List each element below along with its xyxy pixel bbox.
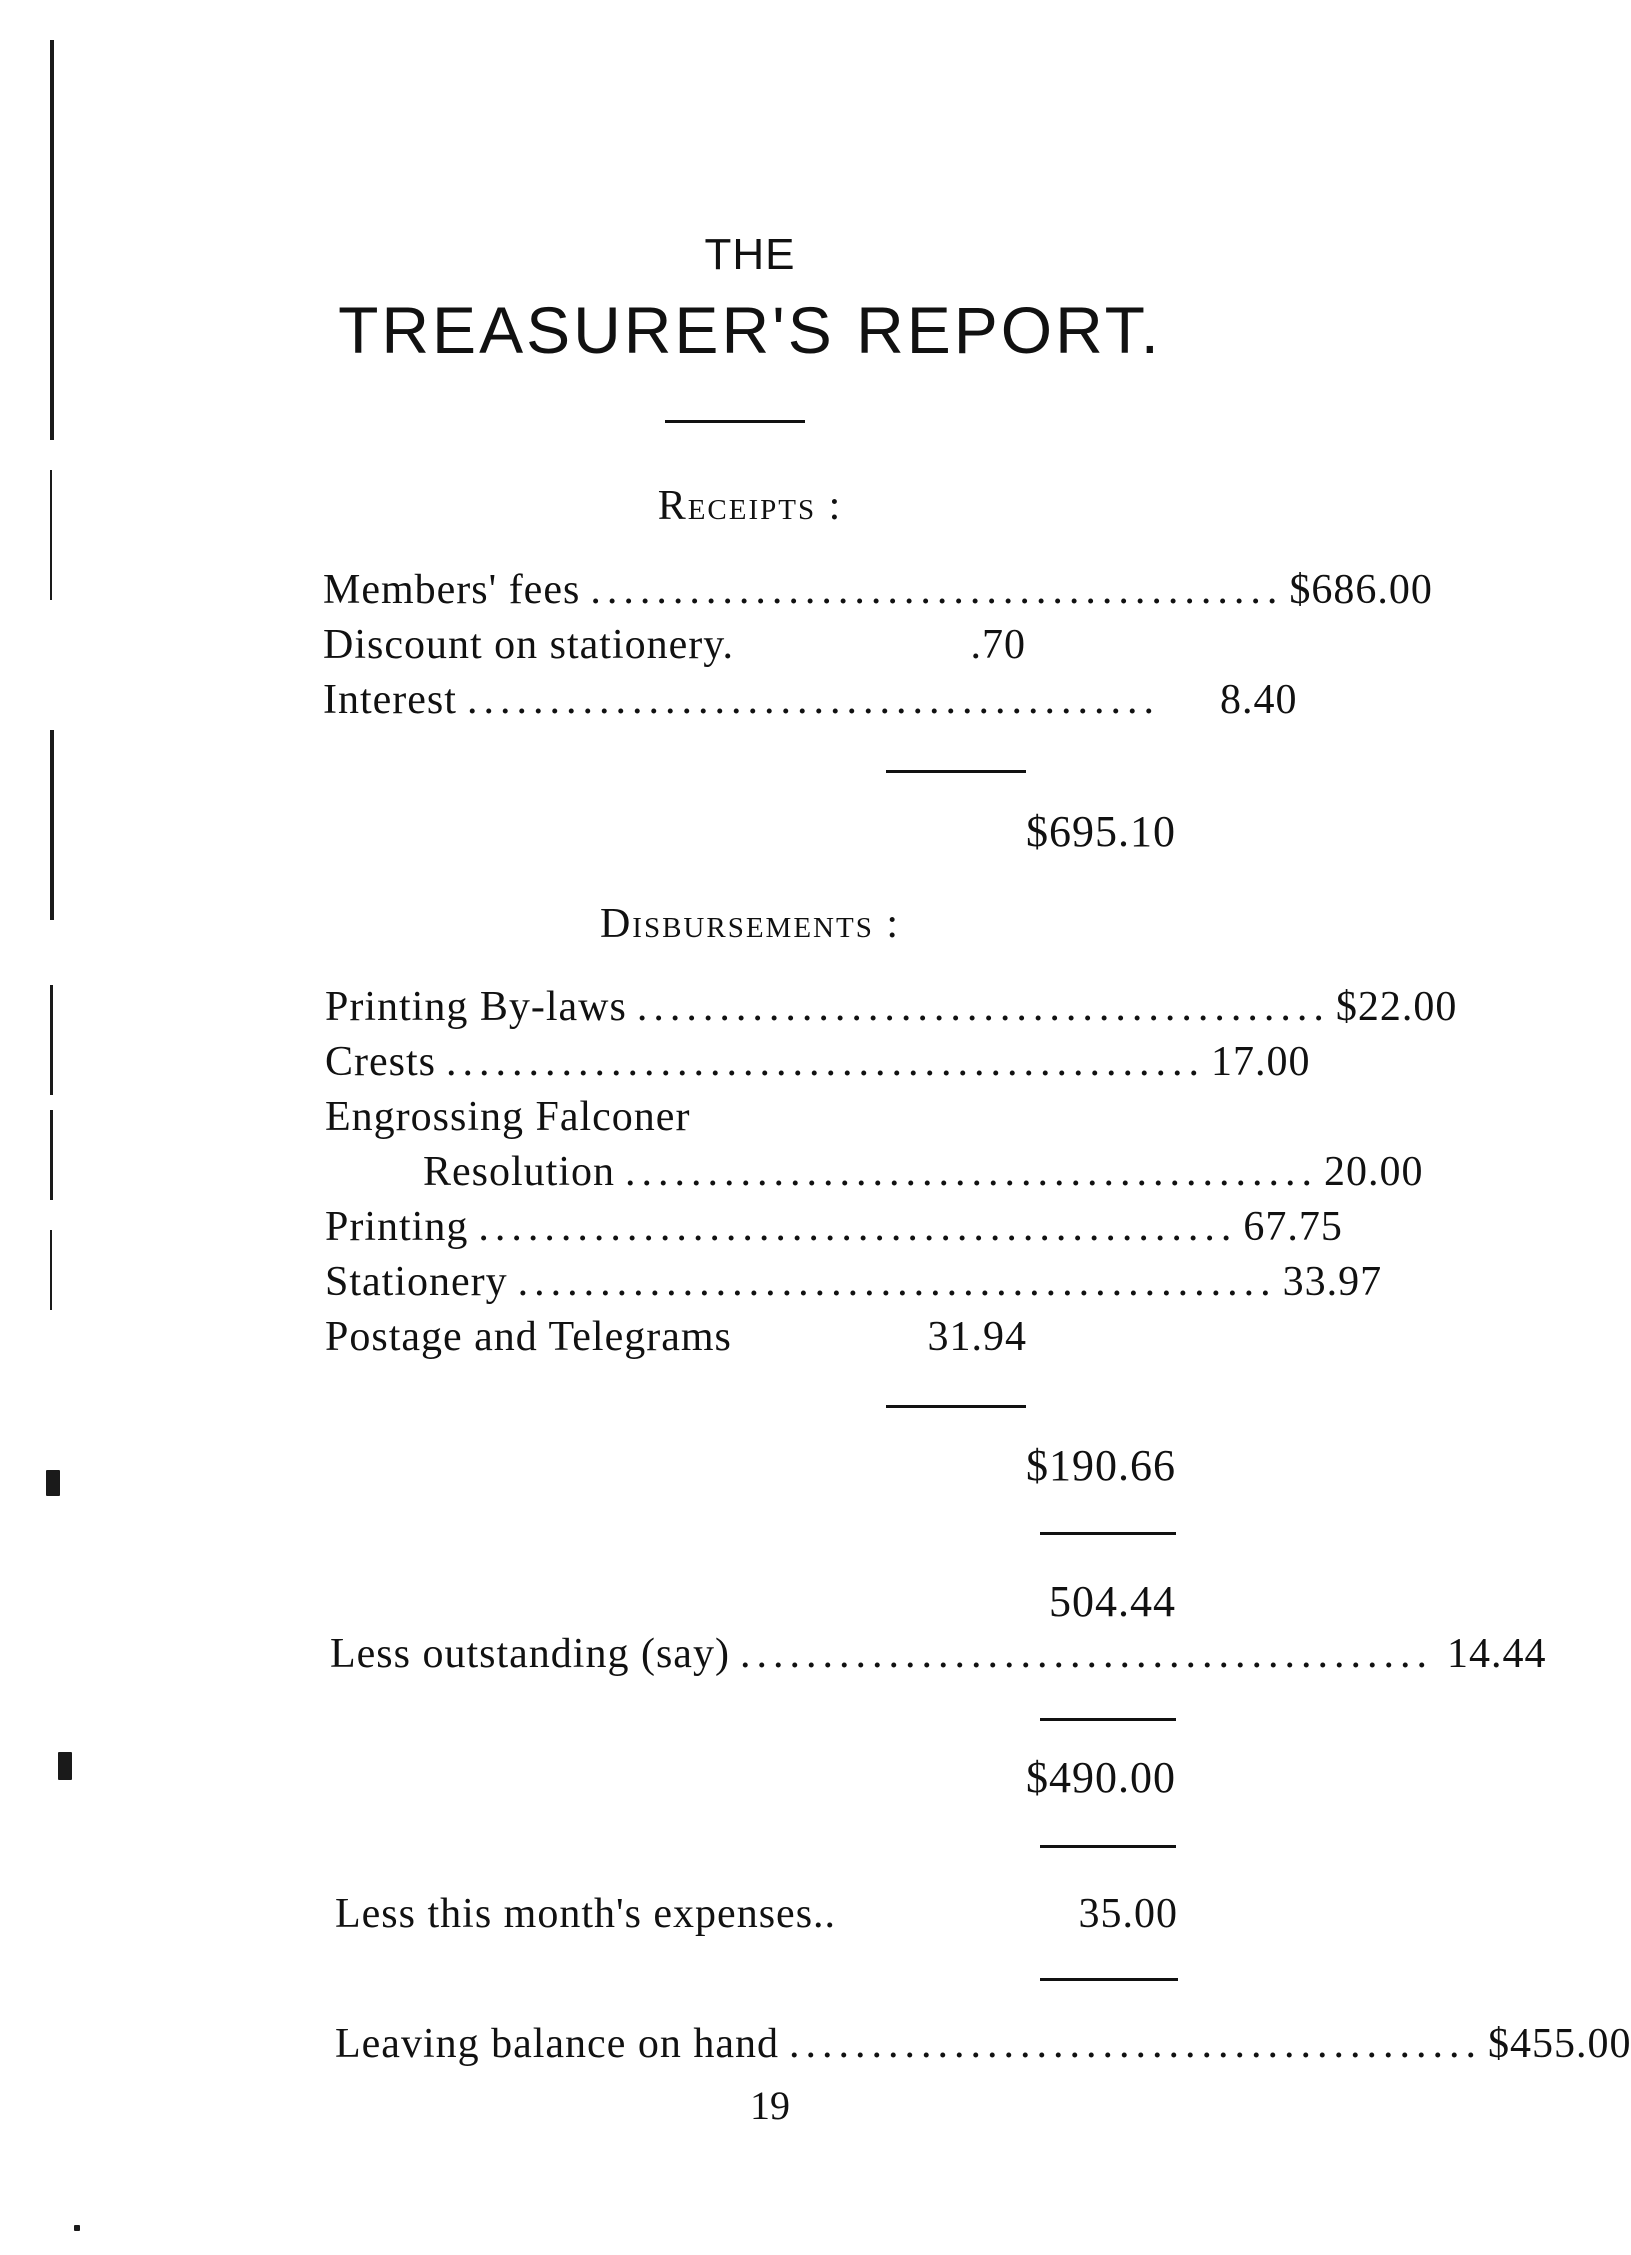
disbursement-amount: 17.00 [1211, 1039, 1311, 1085]
margin-speck [74, 2225, 80, 2231]
disbursement-amount: 67.75 [1243, 1204, 1343, 1250]
dot-leader: .......................................... [739, 1631, 1433, 1677]
disbursement-label: Stationery [325, 1259, 508, 1305]
subtotal-rule-2 [1040, 1845, 1176, 1848]
final-balance-amount: $455.00 [1487, 2021, 1631, 2067]
receipt-amount: $686.00 [1289, 567, 1433, 613]
difference-amount: 504.44 [1049, 1577, 1176, 1626]
dot-leader: .............................................. [517, 1259, 1277, 1305]
dot-leader: .......................................... [636, 984, 1330, 1030]
receipt-line [323, 621, 1026, 677]
dot-leader: .......................................... [590, 567, 1284, 613]
margin-speck [46, 1470, 60, 1496]
disbursement-label: Printing [325, 1204, 469, 1250]
outstanding-line [330, 1630, 1547, 1686]
disbursement-amount: 33.97 [1282, 1259, 1383, 1305]
disbursement-line [325, 1038, 1311, 1094]
receipt-line [323, 676, 1298, 732]
receipt-label: Discount on stationery. [323, 622, 735, 668]
final-balance-line [335, 2020, 1631, 2076]
page-number: 19 [750, 2083, 790, 2128]
receipt-label: Interest [323, 677, 457, 723]
disbursement-line [325, 1258, 1383, 1314]
disbursement-line [325, 1313, 1027, 1369]
margin-scan-line [50, 1230, 52, 1310]
disbursement-amount: 20.00 [1324, 1149, 1424, 1195]
margin-speck [58, 1752, 72, 1780]
disbursement-amount: $22.00 [1335, 984, 1458, 1030]
balance-rule [1040, 1978, 1178, 1981]
page-title: TREASURER'S REPORT. [338, 293, 1162, 367]
expenses-amount: 35.00 [1078, 1891, 1178, 1937]
final-balance-label: Leaving balance on hand [335, 2021, 779, 2067]
disbursement-line [325, 1203, 1343, 1259]
disbursement-label: Resolution [423, 1149, 616, 1195]
margin-scan-line [50, 1110, 53, 1200]
receipt-amount: .70 [970, 622, 1026, 668]
disbursement-label: Postage and Telegrams [325, 1314, 732, 1360]
receipt-line [323, 566, 1433, 622]
margin-scan-line [50, 730, 54, 920]
dot-leader: .............................................. [446, 1039, 1205, 1085]
title-divider [665, 420, 805, 423]
receipt-label: Members' fees [323, 567, 581, 613]
receipts-heading: Receipts : [657, 483, 843, 529]
outstanding-amount: 14.44 [1446, 1631, 1547, 1677]
disbursement-amount: 31.94 [927, 1314, 1027, 1360]
disbursements-heading: Disbursements : [599, 901, 901, 947]
receipts-total: $695.10 [1026, 807, 1176, 856]
dot-leader: .............................................. [478, 1204, 1238, 1250]
outstanding-label: Less outstanding (say) [330, 1631, 730, 1677]
receipt-amount: 8.40 [1219, 677, 1298, 723]
disbursement-label: Engrossing Falconer [325, 1094, 691, 1140]
subtotal-amount: $490.00 [1026, 1753, 1176, 1802]
expenses-line [335, 1890, 1178, 1946]
dot-leader: .......................................... [466, 677, 1160, 723]
dot-leader: .......................................... [625, 1149, 1319, 1195]
disbursement-label: Printing By-laws [325, 984, 627, 1030]
disbursement-line [325, 1093, 1027, 1149]
subtotal-rule [1040, 1718, 1176, 1721]
expenses-label: Less this month's expenses.. [335, 1891, 837, 1937]
disbursements-subtotal-rule [886, 1405, 1026, 1408]
dot-leader: .......................................... [788, 2021, 1482, 2067]
total-rule [1040, 1532, 1176, 1535]
receipts-subtotal-rule [886, 770, 1026, 773]
margin-scan-line [50, 985, 53, 1095]
disbursement-line [423, 1148, 1424, 1204]
disbursement-label: Crests [325, 1039, 436, 1085]
pre-title: THE [704, 230, 796, 279]
disbursements-total: $190.66 [1026, 1441, 1176, 1490]
disbursement-line [325, 983, 1458, 1039]
